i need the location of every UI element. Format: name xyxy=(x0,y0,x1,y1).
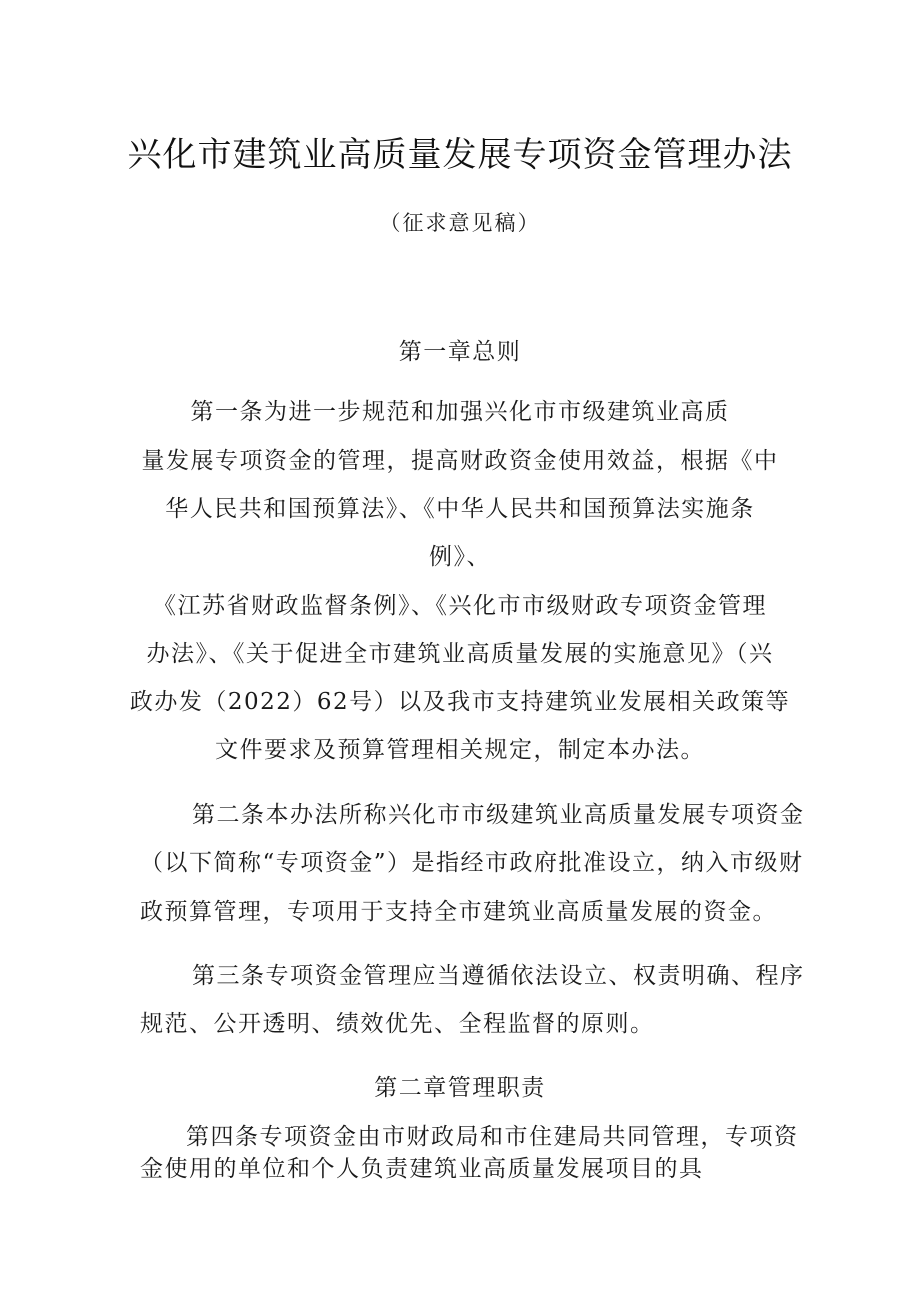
article-line: 政预算管理，专项用于支持全市建筑业高质量发展的资金。 xyxy=(140,899,777,925)
article-line: 例》、 xyxy=(429,544,491,570)
article-line: 金使用的单位和个人负责建筑业高质量发展项目的具 xyxy=(140,1156,704,1182)
article-line: 第三条专项资金管理应当遵循依法设立、权责明确、程序 xyxy=(192,963,805,989)
article-line: 第一条为进一步规范和加强兴化市市级建筑业高质 xyxy=(190,399,730,425)
article-line: 文件要求及预算管理相关规定，制定本办法。 xyxy=(215,737,705,763)
article-line: 第四条专项资金由市财政局和市住建局共同管理，专项资 xyxy=(186,1124,799,1150)
article-line: 规范、公开透明、绩效优先、全程监督的原则。 xyxy=(140,1011,655,1037)
document-subtitle: （征求意见稿） xyxy=(379,211,541,235)
article-line: 《江苏省财政监督条例》、《兴化市市级财政专项资金管理 xyxy=(153,593,767,619)
article-line: （以下简称“专项资金”）是指经市政府批准设立，纳入市级财 xyxy=(140,850,804,876)
chapter-heading: 第二章管理职责 xyxy=(374,1075,546,1101)
document-title: 兴化市建筑业高质量发展专项资金管理办法 xyxy=(127,135,793,175)
article-line: 量发展专项资金的管理，提高财政资金使用效益，根据《中 xyxy=(141,448,779,474)
article-line: 第二条本办法所称兴化市市级建筑业高质量发展专项资金 xyxy=(192,802,805,828)
article-line: 办法》、《关于促进全市建筑业高质量发展的实施意见》（兴 xyxy=(146,641,774,667)
article-line: 政办发（2022）62号）以及我市支持建筑业发展相关政策等 xyxy=(129,689,791,715)
chapter-heading: 第一章总则 xyxy=(398,339,522,365)
article-line: 华人民共和国预算法》、《中华人民共和国预算法实施条 xyxy=(165,496,755,522)
